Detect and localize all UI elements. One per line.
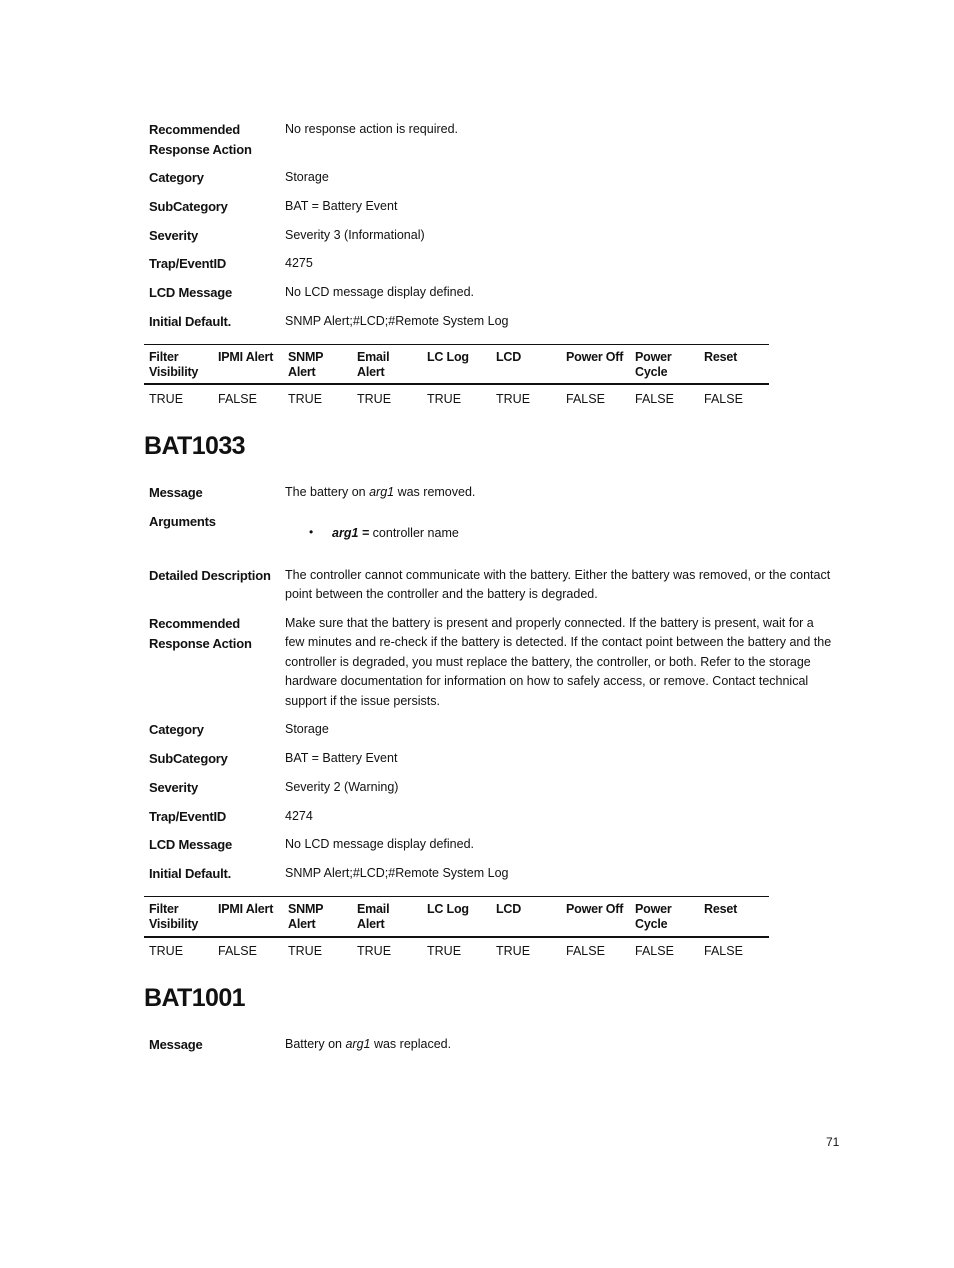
page-number: 71 [826,1135,840,1149]
bullet-icon: • [309,525,314,539]
table-cell: FALSE [635,944,674,958]
field-label: Message [149,1037,203,1052]
table-cell: TRUE [149,392,184,406]
section-heading-bat1001: BAT1001 [144,984,245,1012]
col-header-snmp-alert: SNMP Alert [288,902,324,931]
table-cell: TRUE [427,392,462,406]
field-value: No LCD message display defined. [285,285,474,299]
field-value: Severity 2 (Warning) [285,780,399,794]
col-header-ipmi-alert: IPMI Alert [218,902,274,916]
table-header-rule [144,936,769,938]
col-header-lc-log: LC Log [427,350,469,364]
field-label: Trap/EventID [149,809,227,824]
table-cell: FALSE [566,944,605,958]
field-value: BAT = Battery Event [285,751,398,765]
field-label: Initial Default. [149,314,232,329]
field-label: SubCategory [149,199,228,214]
field-value: Storage [285,722,329,736]
table-cell: TRUE [357,392,392,406]
col-header-ipmi-alert: IPMI Alert [218,350,274,364]
table-cell: TRUE [357,944,392,958]
col-header-power-cycle: Power Cycle [635,350,672,379]
table-header-rule [144,383,769,385]
col-header-power-off: Power Off [566,902,624,916]
table-cell: TRUE [288,392,323,406]
table-cell: TRUE [496,944,531,958]
col-header-reset: Reset [704,902,738,916]
field-label: Recommended Response Action [149,122,252,157]
table-cell: FALSE [635,392,674,406]
table-cell: FALSE [704,392,743,406]
field-value: The controller cannot communicate with the battery. Either the battery was removed, or the contact point between the controller and the battery is degraded. [285,568,831,602]
col-header-power-off: Power Off [566,350,624,364]
field-value: No LCD message display defined. [285,837,474,851]
field-label: LCD Message [149,837,233,852]
field-value: SNMP Alert;#LCD;#Remote System Log [285,314,509,328]
col-header-filter-visibility: Filter Visibility [149,902,199,931]
table-cell: TRUE [149,944,184,958]
field-value: 4275 [285,256,313,270]
col-header-email-alert: Email Alert [357,350,390,379]
field-label: Arguments [149,514,216,529]
col-header-email-alert: Email Alert [357,902,390,931]
table-top-rule [144,896,769,897]
field-label: LCD Message [149,285,233,300]
table-top-rule [144,344,769,345]
field-label: Recommended Response Action [149,616,252,651]
argument-item: arg1 = controller name [332,526,459,540]
table-cell: FALSE [704,944,743,958]
table-cell: FALSE [566,392,605,406]
field-value-message: The battery on arg1 was removed. [285,485,476,499]
table-cell: FALSE [218,392,257,406]
field-value: Storage [285,170,329,184]
field-value: SNMP Alert;#LCD;#Remote System Log [285,866,509,880]
field-value: BAT = Battery Event [285,199,398,213]
col-header-lcd: LCD [496,350,522,364]
table-cell: FALSE [218,944,257,958]
field-label: Initial Default. [149,866,232,881]
section-heading-bat1033: BAT1033 [144,432,245,460]
col-header-snmp-alert: SNMP Alert [288,350,324,379]
table-cell: TRUE [496,392,531,406]
col-header-reset: Reset [704,350,738,364]
field-value: Severity 3 (Informational) [285,228,425,242]
field-label: Detailed Description [149,568,271,583]
col-header-lcd: LCD [496,902,522,916]
field-label: Message [149,485,203,500]
field-value: No response action is required. [285,122,459,136]
field-label: Category [149,722,204,737]
field-value: Make sure that the battery is present and properly connected. If the battery is present, wait for a few minutes and re-check if the battery is detected. If the contact point between the battery and the controller is degraded, you must replace the battery, the controller, or both. Refer to the storage hardware documentation for information on how to safely access, or remove. Contact technical support if the issue persists. [285,616,832,708]
field-value: 4274 [285,809,313,823]
field-label: SubCategory [149,751,228,766]
table-cell: TRUE [288,944,323,958]
table-cell: TRUE [427,944,462,958]
col-header-power-cycle: Power Cycle [635,902,672,931]
field-value-message: Battery on arg1 was replaced. [285,1037,452,1051]
field-label: Severity [149,228,198,243]
field-label: Category [149,170,204,185]
field-label: Trap/EventID [149,256,227,271]
field-label: Severity [149,780,198,795]
col-header-lc-log: LC Log [427,902,469,916]
col-header-filter-visibility: Filter Visibility [149,350,199,379]
